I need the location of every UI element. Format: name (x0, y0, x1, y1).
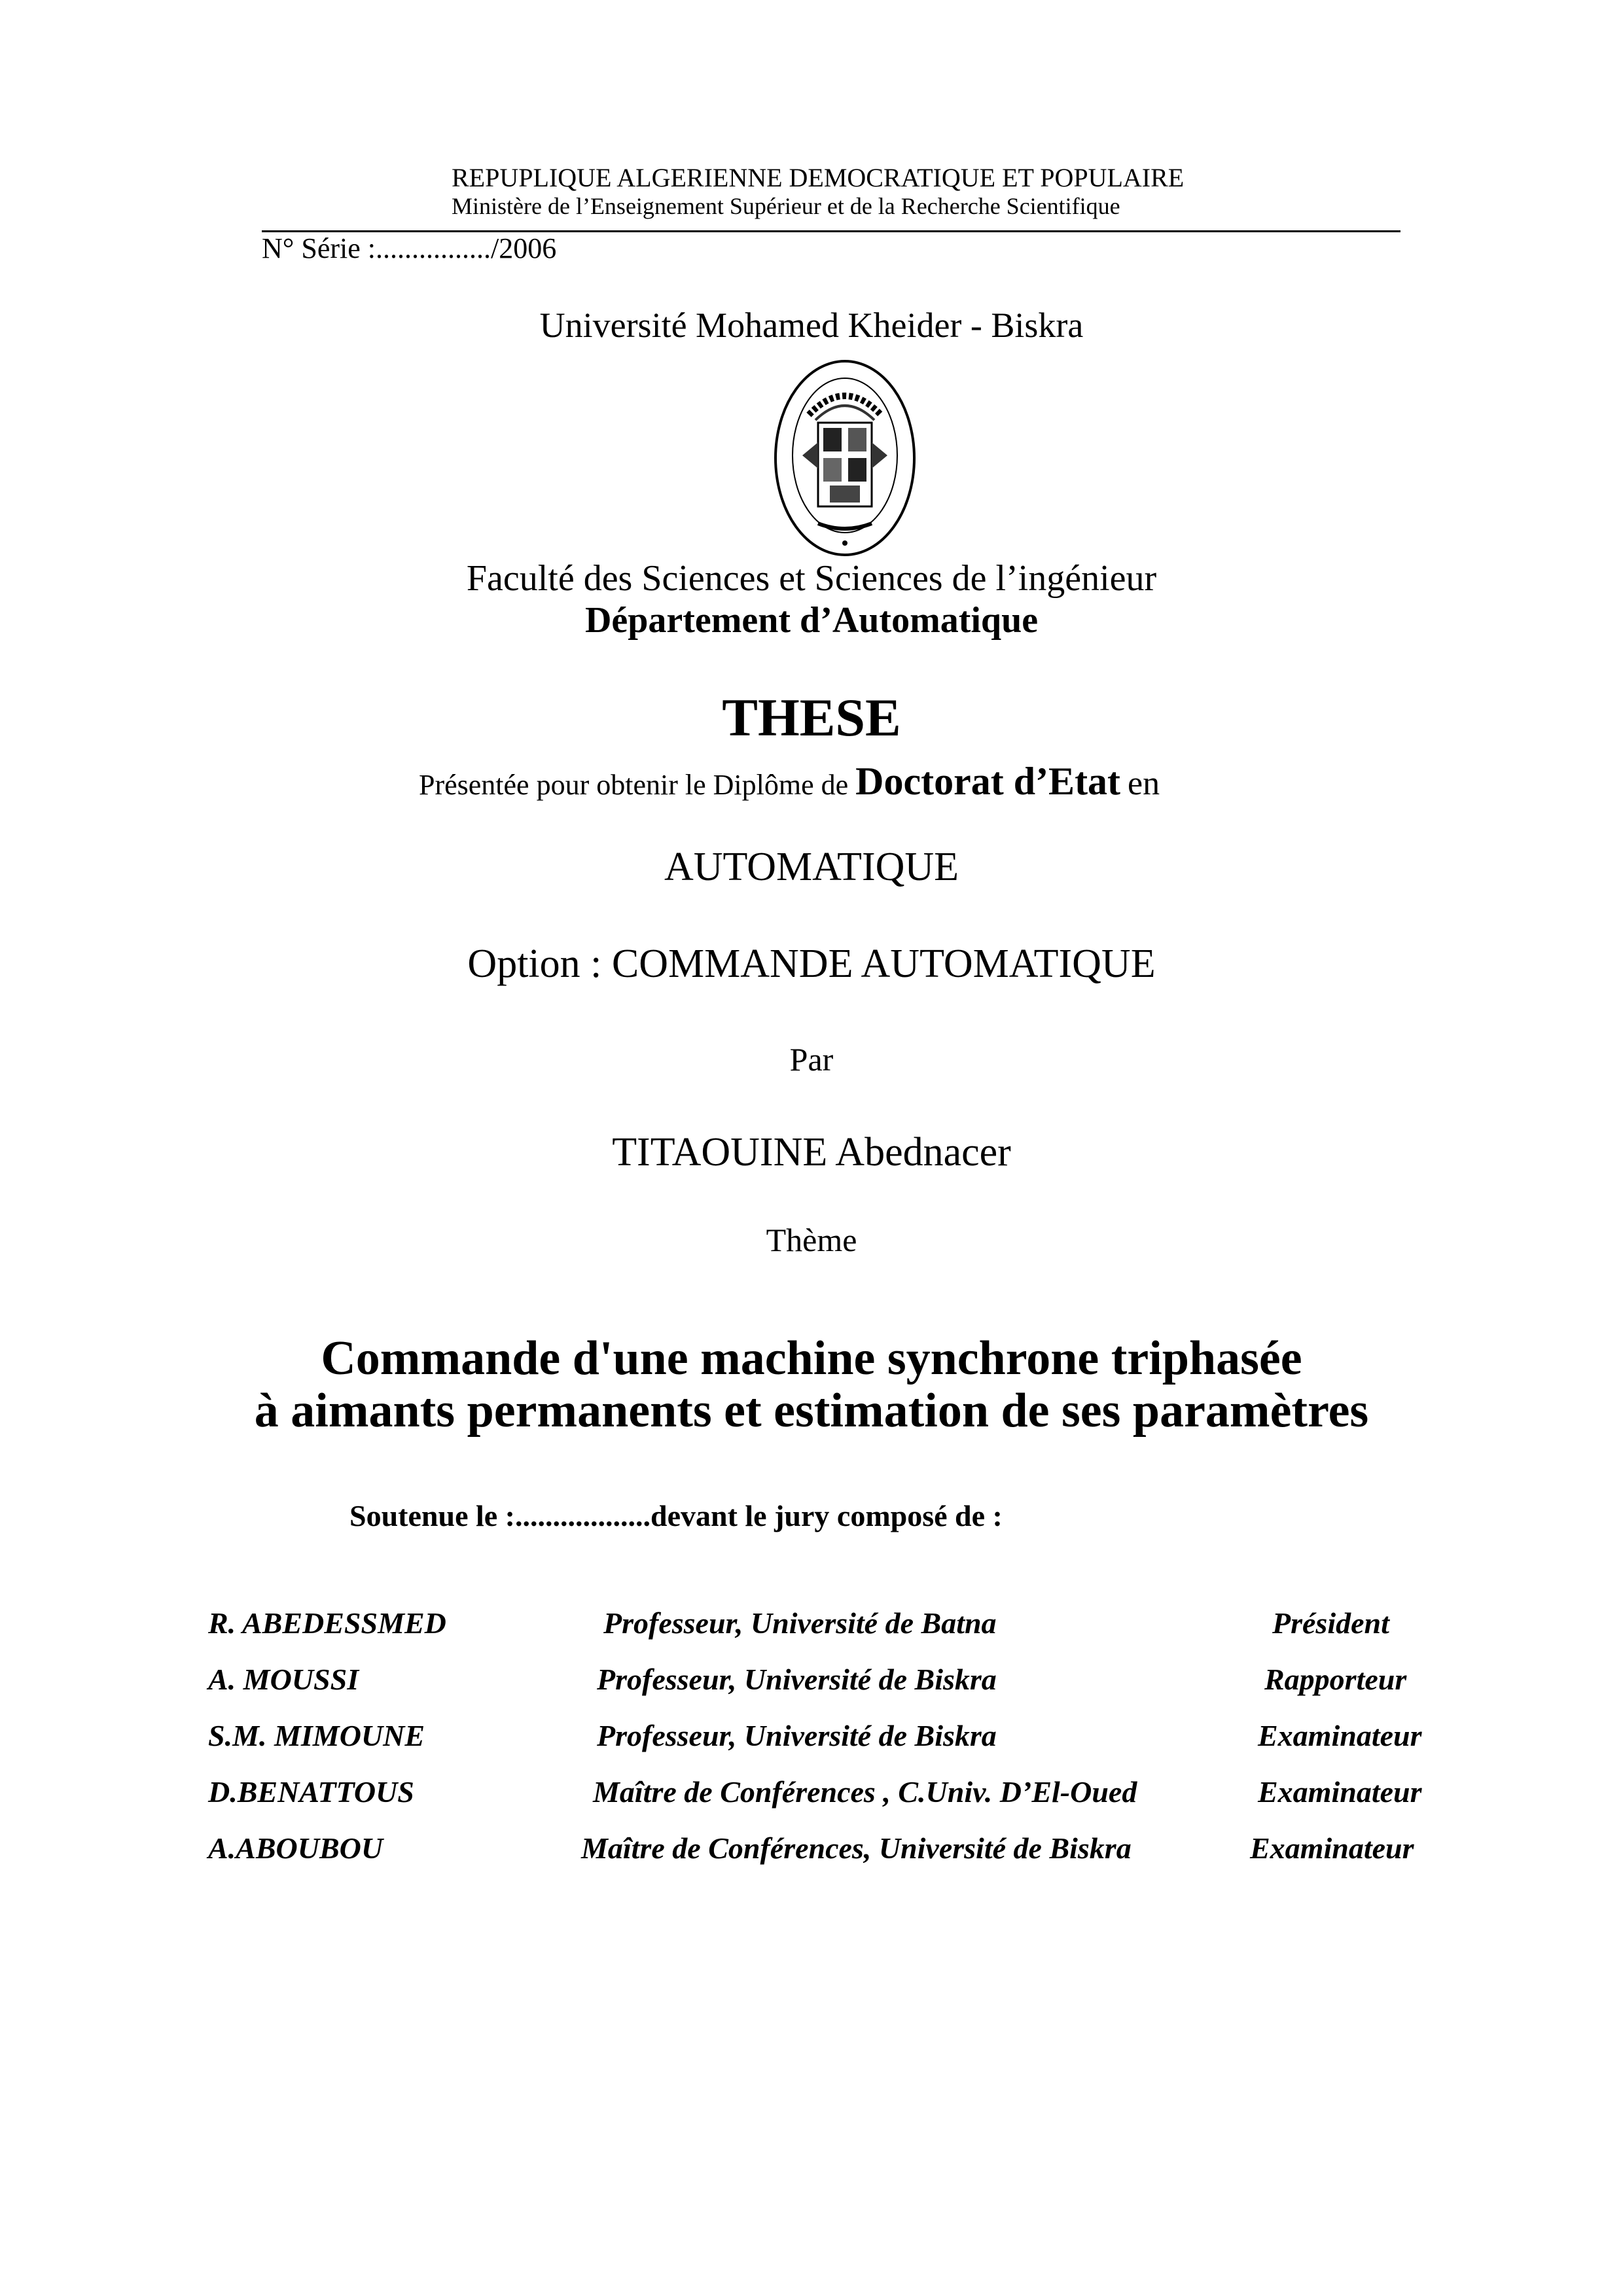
jury-member-name: D.BENATTOUS (208, 1775, 414, 1809)
jury-member-affiliation: Professeur, Université de Biskra (597, 1663, 997, 1696)
department-name: Département d’Automatique (584, 600, 1039, 641)
author-name: TITAOUINE Abednacer (612, 1130, 1011, 1174)
defense-statement: Soutenue le :..................devant le jury composé de : (349, 1499, 1003, 1532)
jury-row (0, 1718, 1623, 1757)
degree-prefix: Présentée pour obtenir le Diplôme de (419, 769, 849, 801)
jury-member-role: Rapporteur (1264, 1663, 1407, 1696)
by-label: Par (789, 1041, 834, 1078)
jury-member-name: R. ABEDESSMED (208, 1606, 446, 1640)
university-seal-icon (772, 357, 918, 559)
jury-row (0, 1606, 1623, 1645)
jury-member-affiliation: Professeur, Université de Biskra (597, 1719, 997, 1752)
document-type-heading: THESE (722, 688, 901, 747)
jury-row (0, 1831, 1623, 1870)
jury-member-affiliation: Professeur, Université de Batna (603, 1606, 997, 1640)
jury-row (0, 1662, 1623, 1701)
ministry-heading: Ministère de l’Enseignement Supérieur et de la Recherche Scientifique (452, 193, 1120, 219)
degree-name: Doctorat d’Etat (855, 760, 1121, 803)
serial-number: N° Série :................/2006 (262, 232, 557, 264)
jury-member-name: S.M. MIMOUNE (208, 1719, 425, 1752)
jury-member-affiliation: Maître de Conférences, Université de Biskra (581, 1831, 1132, 1865)
field-name: AUTOMATIQUE (664, 845, 959, 889)
jury-member-role: Examinateur (1250, 1831, 1414, 1865)
jury-member-name: A.ABOUBOU (208, 1831, 383, 1865)
degree-suffix: en (1128, 765, 1160, 802)
republic-heading: REPUPLIQUE ALGERIENNE DEMOCRATIQUE ET POPULAIRE (452, 163, 1185, 192)
jury-member-role: Examinateur (1258, 1775, 1422, 1809)
faculty-name: Faculté des Sciences et Sciences de l’ingénieur (466, 558, 1157, 599)
thesis-title-line-1: Commande d'une machine synchrone triphasée (321, 1332, 1302, 1385)
jury-member-role: Président (1272, 1606, 1389, 1640)
option-name: Option : COMMANDE AUTOMATIQUE (467, 942, 1156, 986)
thesis-title-line-2: à aimants permanents et estimation de ses paramètres (254, 1384, 1369, 1438)
jury-member-role: Examinateur (1258, 1719, 1422, 1752)
university-name: Université Mohamed Kheider - Biskra (539, 306, 1084, 345)
theme-label: Thème (766, 1222, 857, 1258)
jury-row (0, 1775, 1623, 1814)
degree-line (419, 759, 1160, 804)
jury-member-name: A. MOUSSI (208, 1663, 359, 1696)
jury-member-affiliation: Maître de Conférences , C.Univ. D’El-Oued (593, 1775, 1137, 1809)
